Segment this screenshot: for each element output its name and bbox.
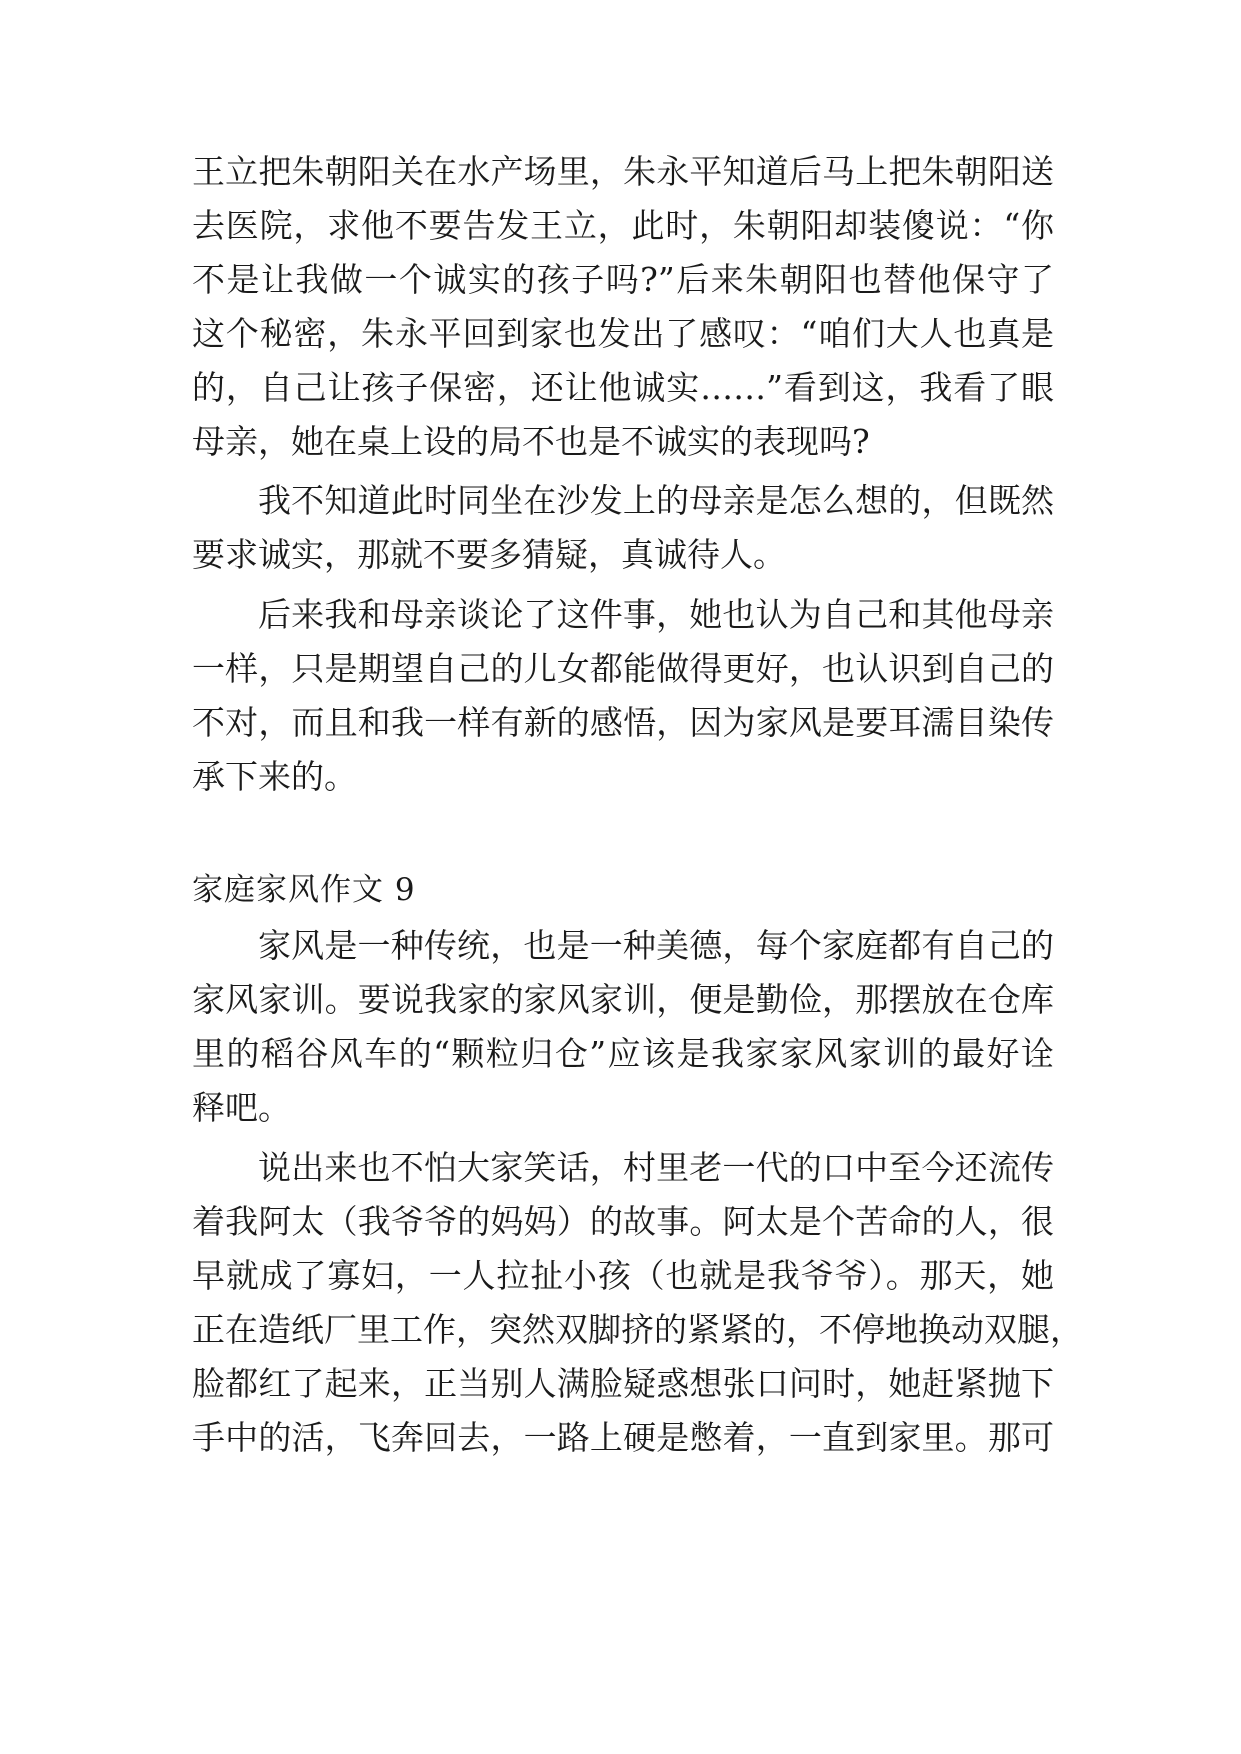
text-line: 承下来的。 <box>192 757 357 796</box>
text-line: 着我阿太（我爷爷的妈妈）的故事。阿太是个苦命的人，很 <box>192 1202 1054 1241</box>
text-line: 手中的活，飞奔回去，一路上硬是憋着，一直到家里。那可 <box>192 1418 1054 1457</box>
text-line: 王立把朱朝阳关在水产场里，朱永平知道后马上把朱朝阳送 <box>192 152 1054 191</box>
text-line: 家风家训。要说我家的家风家训，便是勤俭，那摆放在仓库 <box>192 980 1054 1019</box>
text-line: 的，自己让孩子保密，还让他诚实……”看到这，我看了眼 <box>192 368 1054 407</box>
text-line: 不是让我做一个诚实的孩子吗?”后来朱朝阳也替他保守了 <box>192 260 1054 299</box>
text-line: 我不知道此时同坐在沙发上的母亲是怎么想的，但既然 <box>258 481 1054 520</box>
text-line: 不对，而且和我一样有新的感悟，因为家风是要耳濡目染传 <box>192 703 1054 742</box>
text-line: 脸都红了起来，正当别人满脸疑惑想张口问时，她赶紧抛下 <box>192 1364 1054 1403</box>
text-line: 早就成了寡妇，一人拉扯小孩（也就是我爷爷）。那天，她 <box>192 1256 1054 1295</box>
section-title: 家庭家风作文 9 <box>192 872 416 908</box>
text-line: 后来我和母亲谈论了这件事，她也认为自己和其他母亲 <box>258 595 1054 634</box>
text-line: 母亲，她在桌上设的局不也是不诚实的表现吗? <box>192 422 870 461</box>
text-line: 释吧。 <box>192 1088 291 1127</box>
text-line: 一样，只是期望自己的儿女都能做得更好，也认识到自己的 <box>192 649 1054 688</box>
text-line: 正在造纸厂里工作，突然双脚挤的紧紧的，不停地换动双腿， <box>192 1310 1083 1349</box>
text-line: 里的稻谷风车的“颗粒归仓”应该是我家家风家训的最好诠 <box>192 1034 1054 1073</box>
text-line: 去医院，求他不要告发王立，此时，朱朝阳却装傻说：“你 <box>192 206 1054 245</box>
text-line: 家风是一种传统，也是一种美德，每个家庭都有自己的 <box>258 926 1054 965</box>
text-line: 这个秘密，朱永平回到家也发出了感叹：“咱们大人也真是 <box>192 314 1054 353</box>
text-line: 要求诚实，那就不要多猜疑，真诚待人。 <box>192 535 786 574</box>
text-line: 说出来也不怕大家笑话，村里老一代的口中至今还流传 <box>258 1148 1054 1187</box>
